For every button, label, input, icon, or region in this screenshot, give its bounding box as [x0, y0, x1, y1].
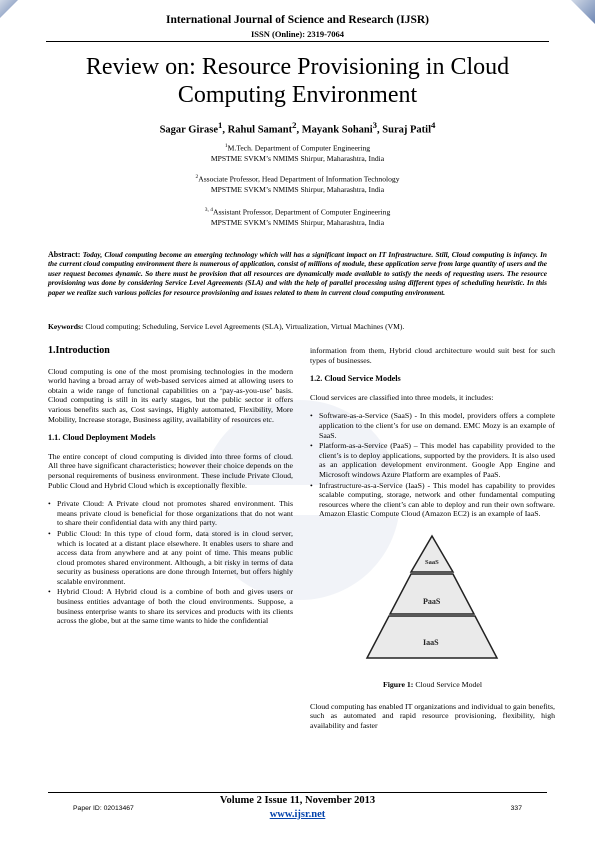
pyramid-tier-paas — [390, 574, 474, 614]
bullet-item-saas: • Software-as-a-Service (SaaS) - In this model, providers offers a complete application to the client’s for use on demand. EMC Mozy is an example of SaaS. — [310, 411, 555, 440]
figure-caption — [310, 680, 555, 690]
author-name: Mayank Sohani — [301, 124, 373, 136]
affiliation-sup: 1 — [224, 143, 228, 149]
page-number: 337 — [510, 805, 522, 812]
intro-paragraph: Cloud computing is one of the most promising technologies in the modern world having a broad array of web-based services aimed at allowing users to obtain a wide range of functional capabilities on a ‘pay-as-you-use’ basis. Cloud computing is still in its early stages, but the public sector it offers various benefits such as, Cost savings, Highly automated, Flexibility, More Mobility, Increase storage, Business agility, availability of resources etc. — [48, 366, 293, 424]
affiliation-line-2: MPSTME SVKM’s NMIMS Shirpur, Maharashtra, India — [210, 217, 385, 227]
author-name: Suraj Patil — [382, 124, 432, 136]
continued-paragraph: information from them, Hybrid cloud architecture would suit best for such types of businesses. — [310, 346, 555, 365]
deployment-bullet-list — [48, 499, 293, 626]
keywords — [48, 322, 547, 331]
abstract — [48, 250, 547, 297]
affiliation-line-1: Assistant Professor, Department of Computer Engineering — [212, 207, 391, 217]
affiliation-line-1: M.Tech. Department of Computer Engineering — [227, 143, 371, 153]
pyramid-tier-iaas — [367, 616, 497, 658]
affiliation-line-1: Associate Professor, Head Department of Information Technology — [198, 174, 400, 184]
bullet-item-paas: • Platform-as-a-Service (PaaS) – This model has capability provided to the client’s is to deploy applications, supported by the providers. It is also used as an application development environment. Google App Engine and Microsoft windows Azure Platform are examples of PaaS. — [310, 441, 555, 479]
section-heading-deployment-models: 1.1. Cloud Deployment Models — [48, 433, 156, 443]
affiliation — [60, 205, 535, 228]
title-line-1: Review on: Resource Provisioning in Cloud — [85, 54, 510, 80]
footer-rule — [48, 792, 547, 793]
author-separator: , — [296, 124, 302, 136]
title-line-2: Computing Environment — [177, 82, 418, 108]
author-sup: 4 — [431, 120, 436, 130]
header-rule — [46, 41, 549, 42]
section-heading-service-models: 1.2. Cloud Service Models — [310, 374, 401, 384]
affiliation-sup: 3, 4 — [204, 207, 213, 213]
author-separator: , — [222, 124, 228, 136]
pyramid-label-paas: PaaS — [423, 596, 441, 606]
bullet-item-hybrid-cloud: • Hybrid Cloud: A Hybrid cloud is a combine of both and gives users or business entities advantage of both the cloud environments. Suppose, a business enterprise wants to share its services and products with its clients across the globe, but at the same time wants to hide the confidential — [48, 587, 293, 625]
left-column — [48, 344, 293, 635]
author-sup: 1 — [218, 120, 223, 130]
footer-volume: Volume 2 Issue 11, November 2013 — [219, 795, 376, 806]
service-intro-paragraph: Cloud services are classified into three models, it includes: — [310, 392, 494, 402]
abstract-text: Today, Cloud computing become an emerging technology which will has a significant impact on IT Infrastructure. Still, Cloud computing is infancy. In the current cloud computing environment there is numerous of application, consist of millions of module, these application serve from large quantity of users and the user request becomes dynamic. So there must be provision that all resources are dynamically made available to satisfy the needs of requesting users. The resource provisioning was done by considering Service Level Agreements (SLA) and with the help of parallel processing using different types of scheduling heuristic. In this paper we realize such various policies for resource provisioning and issues related to them in current cloud computing environment. — [48, 250, 547, 297]
deployment-paragraph: The entire concept of cloud computing is divided into three forms of cloud. All three have significant characteristics; however their choice depends on the personal requirements of business environment. These include Private Cloud, Public Cloud and Hybrid Cloud which is exceptionally flexible. — [48, 451, 293, 490]
figure-caption-label: Figure 1: — [382, 679, 414, 689]
footer-website-link[interactable]: www.ijsr.net — [269, 809, 326, 820]
affiliation-line-2: MPSTME SVKM’s NMIMS Shirpur, Maharashtra, India — [210, 153, 385, 163]
affiliation-sup: 2 — [195, 174, 199, 180]
closing-paragraph: Cloud computing has enabled IT organizations and individual to gain benefits, such as automated and rapid resource provisioning, flexibility, high availability and faster — [310, 701, 555, 730]
service-model-figure — [310, 528, 555, 678]
abstract-label: Abstract: — [48, 250, 81, 259]
author-name: Rahul Samant — [227, 124, 293, 136]
right-column — [310, 346, 555, 739]
affiliation — [60, 141, 535, 164]
service-bullet-list — [310, 411, 555, 519]
bullet-item-public-cloud: • Public Cloud: In this type of cloud form, data stored is in cloud server, which is located at a distant place elsewhere. It enables users to share and access data from anywhere and at any point of time. This means public cloud promotes shared environment. Although, a bit risky in terms of data security as business operations are done through Internet, but offers highly scalable environment. — [48, 529, 293, 587]
author-sup: 2 — [292, 120, 297, 130]
author-separator: , — [377, 124, 383, 136]
paper-title — [40, 53, 555, 109]
author-list — [40, 120, 555, 136]
paper-id: Paper ID: 02013467 — [73, 805, 134, 812]
keywords-label: Keywords: — [48, 322, 84, 331]
affiliation-line-2: MPSTME SVKM’s NMIMS Shirpur, Maharashtra, India — [210, 184, 385, 194]
figure-caption-text: Cloud Service Model — [415, 679, 483, 689]
issn-line: ISSN (Online): 2319-7064 — [250, 29, 345, 39]
author-name: Sagar Girase — [159, 124, 219, 136]
keywords-text: Cloud computing; Scheduling, Service Level Agreements (SLA), Virtualization, Virtual Machines (VM). — [85, 322, 405, 331]
section-heading-introduction: 1.Introduction — [48, 345, 110, 356]
bullet-item-iaas: • Infrastructure-as-a-Service (IaaS) - This model has capability to provides scalable computing, storage, network and other fundamental computing resources where the client’s can able to deploy and run their own software. Amazon Elastic Compute Cloud (Amazon EC2) is an example of IaaS. — [310, 481, 555, 519]
pyramid-label-saas: SaaS — [425, 558, 439, 566]
journal-name: International Journal of Science and Research (IJSR) — [165, 14, 429, 26]
author-sup: 3 — [372, 120, 378, 130]
bullet-item-private-cloud: • Private Cloud: A Private cloud not promotes shared environment. This means private cloud is beneficial for those organizations that do not want to share their confidential data with any third party. — [48, 499, 293, 528]
affiliation — [60, 172, 535, 195]
pyramid-label-iaas: IaaS — [423, 637, 439, 647]
